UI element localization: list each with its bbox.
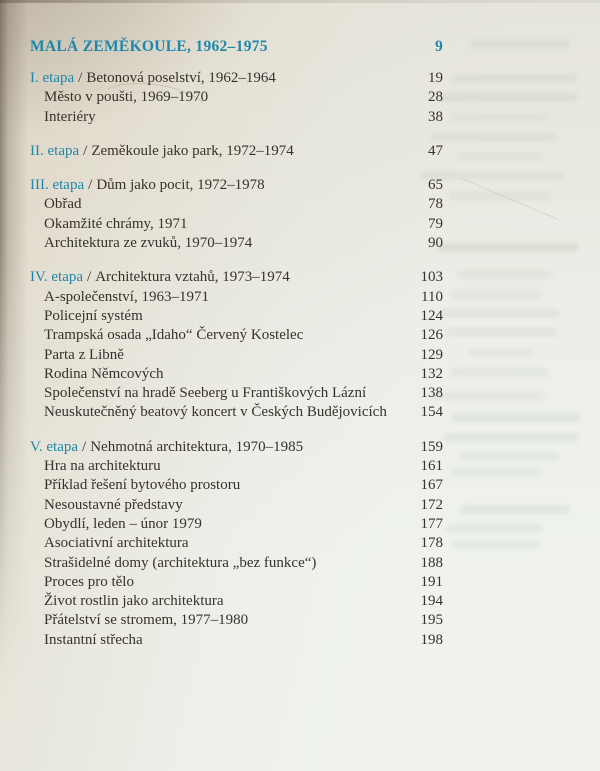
- toc-entry: [30, 438, 443, 457]
- entry-page-number: 129: [420, 346, 443, 363]
- entry-page-number: 161: [420, 458, 443, 475]
- toc-subentry: [30, 234, 443, 253]
- entry-title: Parta z Libně: [44, 346, 124, 363]
- entry-page-number: 126: [420, 327, 443, 344]
- showthrough-line: [460, 505, 570, 514]
- toc-subentry: [30, 326, 443, 345]
- toc-section-2: [30, 142, 443, 161]
- entry-page-number: 138: [420, 385, 443, 402]
- etapa-separator: /: [87, 269, 92, 286]
- toc-subentry: [30, 457, 443, 476]
- toc-subentry: [30, 88, 443, 107]
- toc-subentry: [30, 384, 443, 403]
- entry-page-number: 19: [428, 70, 443, 86]
- paper-scratch-mark: [462, 178, 558, 220]
- entry-title: Dům jako pocit, 1972–1978: [96, 177, 265, 194]
- toc-subentry: [30, 534, 443, 553]
- toc-subentry: [30, 592, 443, 611]
- toc-subentry: [30, 195, 443, 214]
- toc-subentry: [30, 496, 443, 515]
- toc-subentry: [30, 515, 443, 534]
- toc-subentry: [30, 288, 443, 307]
- entry-title: Trampská osada „Idaho“ Červený Kostelec: [44, 327, 304, 344]
- page-top-edge-shadow: [0, 0, 600, 3]
- toc-section-4: [30, 268, 443, 422]
- showthrough-line: [450, 368, 548, 377]
- entry-page-number: 110: [421, 288, 443, 305]
- chapter-header-row: [30, 37, 443, 57]
- toc-subentry: [30, 476, 443, 495]
- toc-subentry: [30, 403, 443, 422]
- toc-subentry: [30, 108, 443, 127]
- toc-sections: [30, 69, 443, 650]
- entry-page-number: 103: [420, 269, 443, 286]
- showthrough-line: [440, 309, 560, 318]
- entry-page-number: 188: [420, 554, 443, 571]
- entry-title: Architektura ze zvuků, 1970–1974: [44, 235, 253, 252]
- entry-title: Architektura vztahů, 1973–1974: [95, 269, 290, 286]
- etapa-label: IV. etapa: [30, 269, 84, 286]
- etapa-separator: /: [78, 70, 83, 86]
- entry-page-number: 78: [428, 196, 443, 213]
- entry-page-number: 178: [420, 535, 443, 552]
- entry-page-number: 191: [420, 573, 443, 590]
- entry-title: Město v poušti, 1969–1970: [44, 89, 209, 106]
- etapa-label: I. etapa: [30, 70, 75, 86]
- showthrough-line: [468, 348, 534, 357]
- showthrough-line: [452, 74, 577, 83]
- etapa-label: III. etapa: [30, 177, 85, 194]
- entry-title: Obřad: [44, 196, 82, 213]
- entry-page-number: 28: [428, 89, 443, 106]
- toc-section-3: [30, 176, 443, 253]
- entry-page-number: 154: [420, 404, 443, 421]
- toc-entry: [30, 176, 443, 195]
- entry-page-number: 38: [428, 108, 443, 125]
- entry-title: Příklad řešení bytového prostoru: [44, 477, 241, 494]
- toc-subentry: [30, 573, 443, 592]
- toc-subentry: [30, 611, 443, 630]
- entry-title: Život rostlin jako architektura: [44, 593, 224, 610]
- entry-page-number: 79: [428, 215, 443, 232]
- entry-page-number: 177: [420, 515, 443, 532]
- toc-entry: [30, 69, 443, 88]
- toc-subentry: [30, 307, 443, 326]
- etapa-label: II. etapa: [30, 142, 80, 159]
- page-gutter-shadow: [0, 0, 28, 771]
- entry-title: Společenství na hradě Seeberg u Františkových Lázní: [44, 385, 367, 402]
- showthrough-line: [446, 524, 542, 533]
- toc-subentry: [30, 554, 443, 573]
- showthrough-line: [430, 133, 558, 142]
- entry-title: Rodina Němcových: [44, 365, 164, 382]
- entry-title: Asociativní architektura: [44, 535, 189, 552]
- entry-page-number: 172: [420, 496, 443, 513]
- entry-title: Nehmotná architektura, 1970–1985: [90, 438, 304, 455]
- entry-title: Obydlí, leden – únor 1979: [44, 515, 202, 532]
- toc-section-1: [30, 69, 443, 127]
- entry-title: Přátelství se stromem, 1977–1980: [44, 612, 249, 629]
- showthrough-line: [458, 152, 544, 161]
- table-of-contents: [30, 37, 443, 650]
- showthrough-line: [458, 270, 553, 279]
- entry-title: Instantní střecha: [44, 631, 143, 648]
- entry-title: Proces pro tělo: [44, 573, 134, 590]
- showthrough-line: [440, 93, 578, 102]
- entry-title: Zeměkoule jako park, 1972–1974: [91, 142, 294, 159]
- entry-page-number: 195: [420, 612, 443, 629]
- etapa-separator: /: [83, 142, 88, 159]
- showthrough-line: [460, 452, 560, 461]
- toc-subentry: [30, 215, 443, 234]
- entry-title: Strašidelné domy (architektura „bez funkce“): [44, 554, 317, 571]
- toc-subentry: [30, 365, 443, 384]
- entry-title: Nesoustavné představy: [44, 496, 183, 513]
- etapa-separator: /: [88, 177, 93, 194]
- showthrough-line: [452, 540, 540, 549]
- entry-title: Betonová poselství, 1962–1964: [86, 70, 276, 86]
- chapter-page-number: 9: [434, 38, 443, 55]
- etapa-label: V. etapa: [30, 438, 79, 455]
- toc-subentry: [30, 631, 443, 650]
- toc-entry: [30, 268, 443, 287]
- entry-title: A-společenství, 1963–1971: [44, 288, 209, 305]
- showthrough-line: [452, 113, 548, 122]
- showthrough-line: [450, 290, 542, 299]
- entry-title: Neuskutečněný beatový koncert v Českých Budějovicích: [44, 404, 387, 421]
- entry-page-number: 47: [428, 142, 443, 159]
- entry-page-number: 132: [420, 365, 443, 382]
- showthrough-line: [470, 40, 570, 49]
- entry-title: Interiéry: [44, 108, 96, 125]
- toc-section-5: [30, 438, 443, 650]
- entry-page-number: 194: [420, 593, 443, 610]
- entry-page-number: 159: [420, 438, 443, 455]
- showthrough-line: [444, 433, 578, 442]
- showthrough-line: [438, 243, 578, 252]
- etapa-separator: /: [82, 438, 87, 455]
- toc-entry: [30, 142, 443, 161]
- entry-title: Policejní systém: [44, 307, 143, 324]
- entry-page-number: 65: [428, 177, 443, 194]
- entry-page-number: 198: [420, 631, 443, 648]
- showthrough-line: [452, 413, 580, 422]
- toc-subentry: [30, 346, 443, 365]
- entry-page-number: 167: [420, 477, 443, 494]
- showthrough-line: [432, 392, 544, 401]
- entry-title: Hra na architekturu: [44, 458, 161, 475]
- entry-title: Okamžité chrámy, 1971: [44, 215, 188, 232]
- showthrough-line: [452, 467, 542, 476]
- showthrough-line: [448, 191, 552, 200]
- chapter-title: MALÁ ZEMĚKOULE, 1962–1975: [30, 38, 268, 55]
- entry-page-number: 90: [428, 235, 443, 252]
- entry-page-number: 124: [420, 307, 443, 324]
- showthrough-line: [446, 328, 558, 337]
